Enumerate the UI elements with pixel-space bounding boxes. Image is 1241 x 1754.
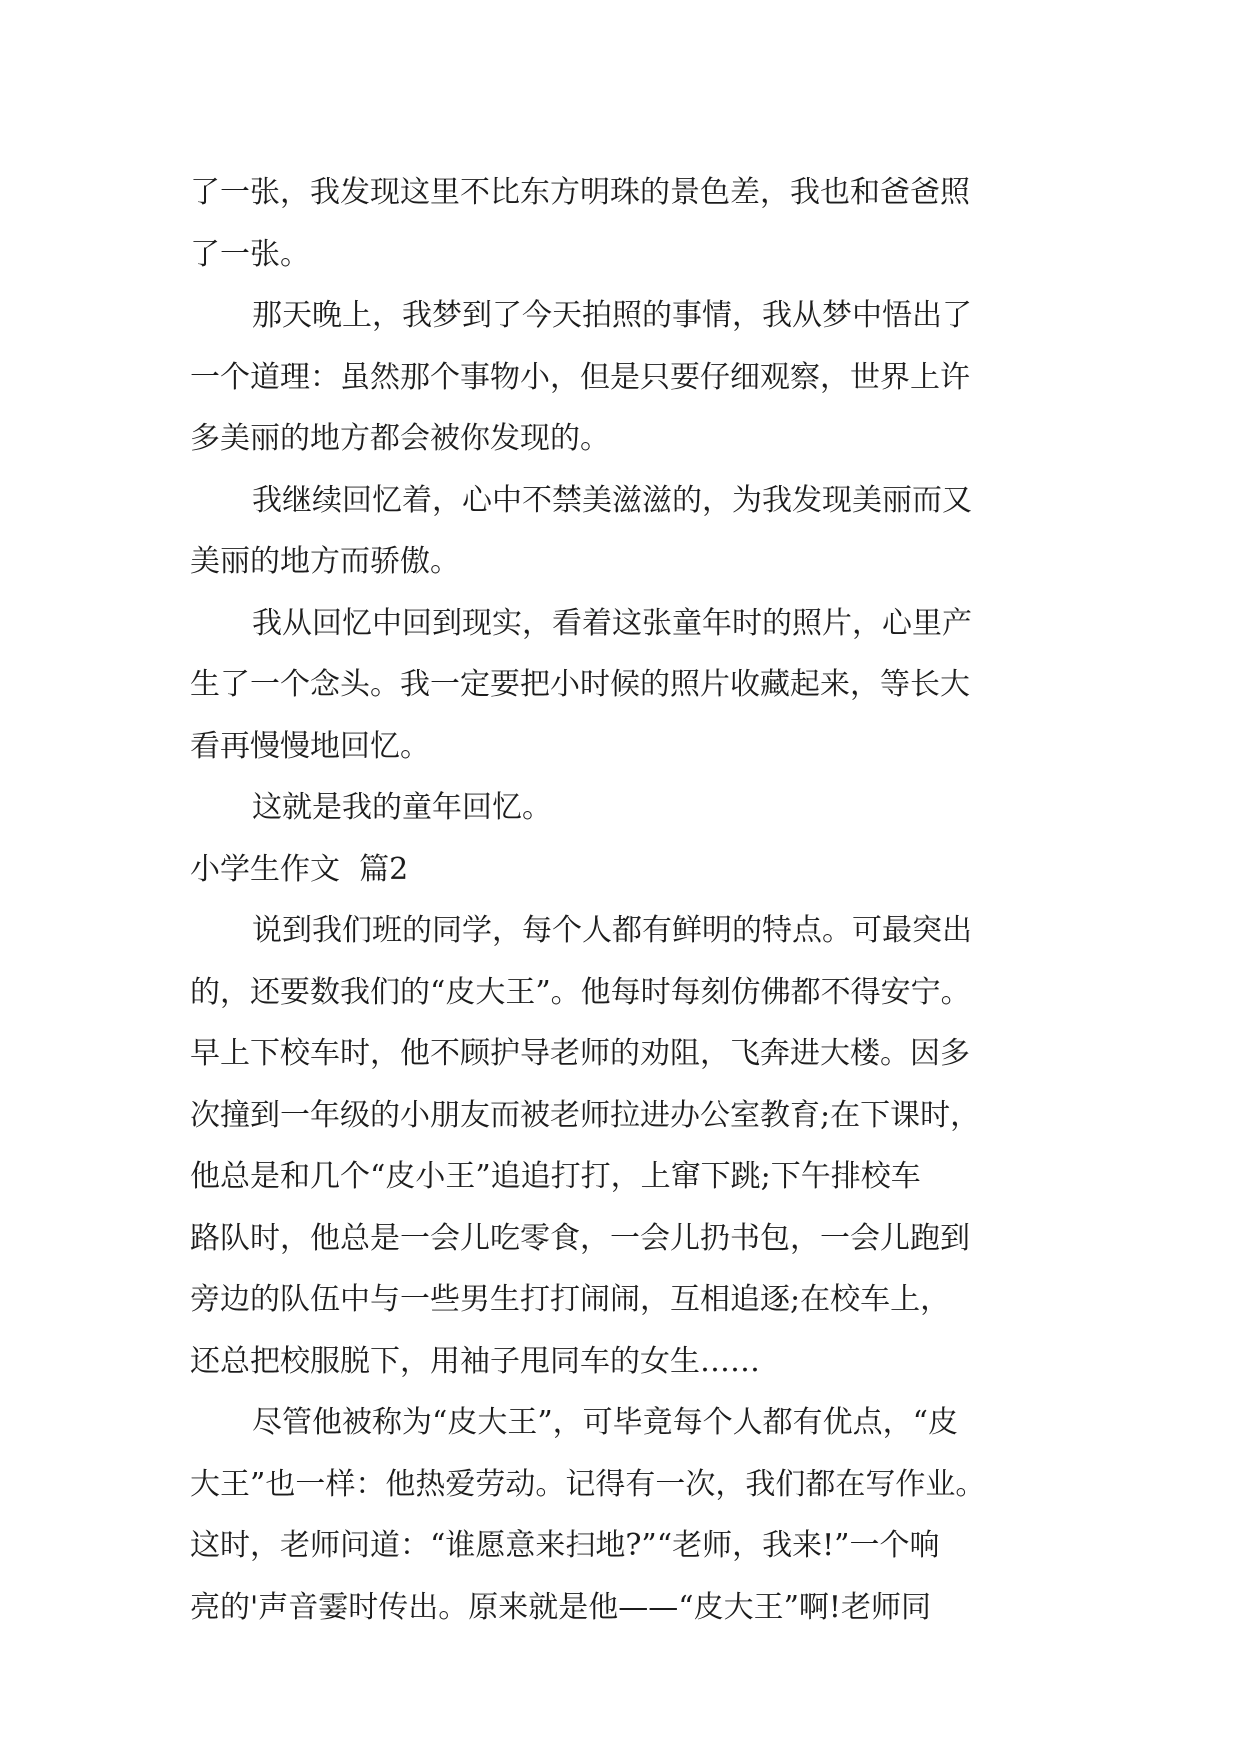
text-line: 我继续回忆着，心中不禁美滋滋的，为我发现美丽而又	[252, 482, 972, 518]
text-line: 他总是和几个“皮小王”追追打打，上窜下跳;下午排校车	[190, 1159, 921, 1194]
text-line: 那天晚上，我梦到了今天拍照的事情，我从梦中悟出了	[252, 298, 972, 333]
text-line: 次撞到一年级的小朋友而被老师拉进办公室教育;在下课时，	[190, 1097, 981, 1133]
text-line: 美丽的地方而骄傲。	[190, 544, 460, 579]
paragraph	[190, 162, 1070, 285]
text-line: 的，还要数我们的“皮大王”。他每时每刻仿佛都不得安宁。	[190, 974, 971, 1010]
paragraph	[190, 470, 1070, 593]
text-line: 尽管他被称为“皮大王”，可毕竟每个人都有优点，“皮	[252, 1405, 959, 1440]
text-line: 路队时，他总是一会儿吃零食，一会儿扔书包，一会儿跑到	[190, 1220, 970, 1256]
text-line: 早上下校车时，他不顾护导老师的劝阻，飞奔进大楼。因多	[190, 1036, 970, 1071]
essay-part-1	[190, 162, 1070, 839]
text-line: 了一张。	[190, 236, 310, 272]
paragraph	[190, 1392, 1070, 1638]
text-line: 还总把校服脱下，用袖子甩同车的女生……	[190, 1343, 760, 1379]
text-line: 一个道理：虽然那个事物小，但是只要仔细观察，世界上许	[190, 359, 970, 395]
text-line: 我从回忆中回到现实，看着这张童年时的照片，心里产	[252, 605, 972, 641]
text-line: 亮的'声音霎时传出。原来就是他——“皮大王”啊!老师同	[190, 1589, 931, 1625]
text-line: 大王”也一样：他热爱劳动。记得有一次，我们都在写作业。	[190, 1466, 986, 1502]
text-line: 这时，老师问道：“谁愿意来扫地?”“老师，我来!”一个响	[190, 1528, 940, 1563]
text-line: 这就是我的童年回忆。	[252, 790, 552, 825]
text-line: 说到我们班的同学，每个人都有鲜明的特点。可最突出	[252, 913, 972, 948]
text-line: 看再慢慢地回忆。	[190, 728, 430, 764]
paragraph	[190, 593, 1070, 778]
text-line: 旁边的队伍中与一些男生打打闹闹，互相追逐;在校车上，	[190, 1282, 951, 1317]
section-heading: 小学生作文 篇2	[190, 851, 409, 887]
document-body	[190, 162, 1070, 1638]
paragraph	[190, 285, 1070, 470]
paragraph	[190, 777, 1070, 839]
text-line: 了一张，我发现这里不比东方明珠的景色差，我也和爸爸照	[190, 175, 970, 210]
essay-part-2	[190, 900, 1070, 1638]
text-line: 生了一个念头。我一定要把小时候的照片收藏起来，等长大	[190, 667, 970, 702]
text-line: 多美丽的地方都会被你发现的。	[190, 421, 610, 456]
paragraph	[190, 900, 1070, 1392]
